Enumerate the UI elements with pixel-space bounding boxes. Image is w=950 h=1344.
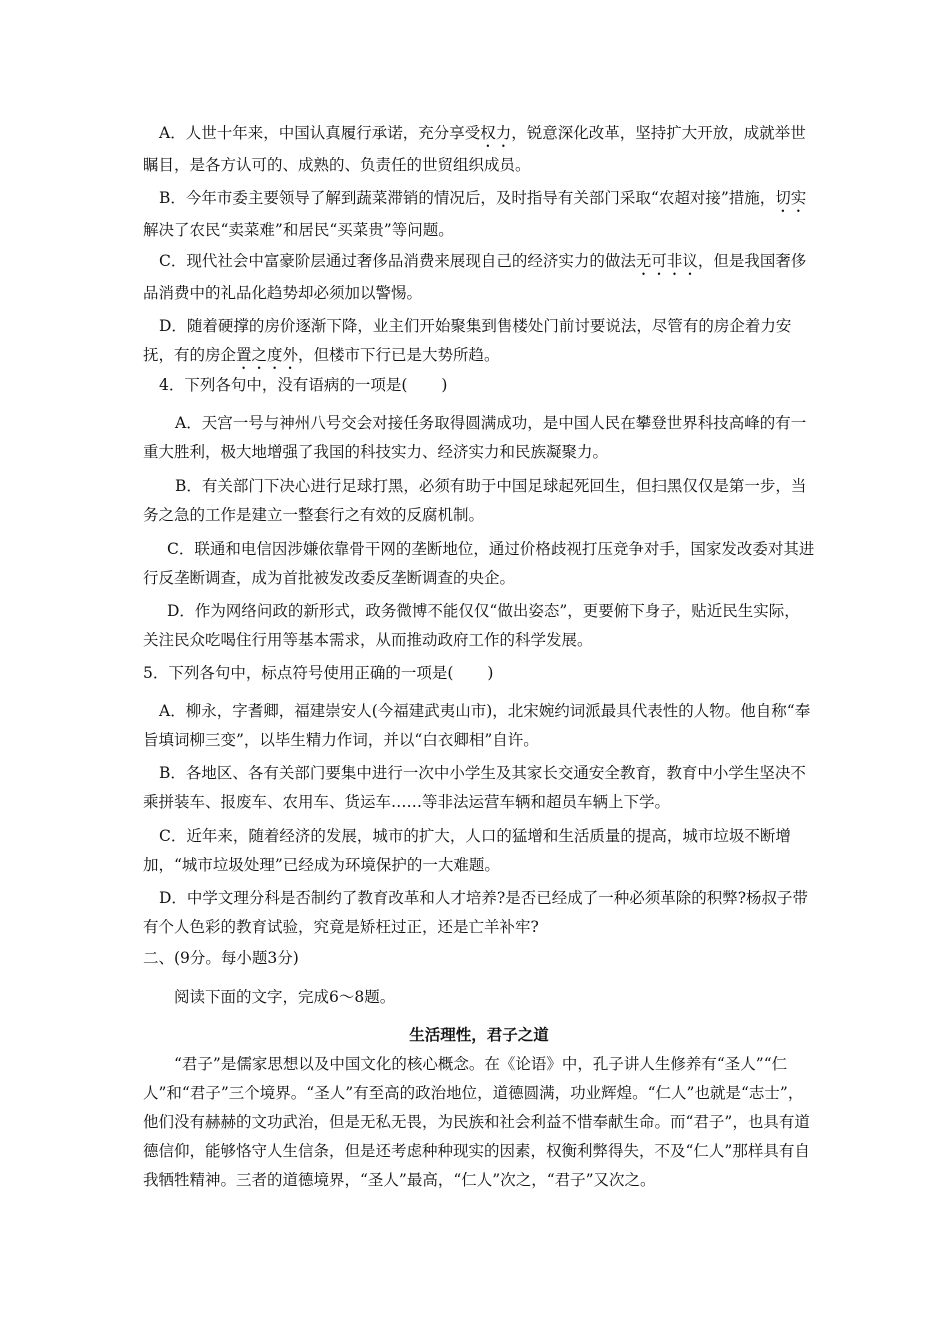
reading-instruction: 阅读下面的文字，完成6～8题。 (174, 988, 396, 1006)
passage-title: 生活理性，君子之道 (409, 1026, 549, 1044)
q3-option-b: B．今年市委主要领导了解到蔬菜滞销的情况后，及时指导有关部门采取“农超对接”措施，切实解决了农民“卖菜难”和居民“买菜贵”等问题。 (143, 189, 807, 239)
q5-option-c: C．近年来，随着经济的发展，城市的扩大，人口的猛增和生活质量的提高，城市垃圾不断增加，“城市垃圾处理”已经成为环境保护的一大难题。 (143, 827, 791, 874)
q4-option-b: B．有关部门下决心进行足球打黑，必须有助于中国足球起死回生，但扫黑仅仅是第一步，当务之急的工作是建立一整套行之有效的反腐机制。 (143, 477, 807, 524)
q5-option-d: D．中学文理分科是否制约了教育改革和人才培养?是否已经成了一种必须革除的积弊?杨叔子带有个人色彩的教育试验，究竟是矫枉过正，还是亡羊补牢? (143, 889, 809, 936)
q3-option-c-emphasis: 无可非议 (635, 252, 698, 270)
q4-option-d: D．作为网络问政的新形式，政务微博不能仅仅“做出姿态”，更要俯下身子，贴近民生实际，关注民众吃喝住行用等基本需求，从而推动政府工作的科学发展。 (143, 602, 800, 649)
q5-option-b: B．各地区、各有关部门要集中进行一次中小学生及其家长交通安全教育，教育中小学生坚决不乘拼装车、报废车、农用车、货运车……等非法运营车辆和超员车辆上下学。 (143, 764, 806, 811)
q4-option-a: A．天宫一号与神州八号交会对接任务取得圆满成功，是中国人民在攀登世界科技高峰的有一重大胜利，极大地增强了我国的科技实力、经济实力和民族凝聚力。 (143, 414, 807, 461)
q5-option-a: A．柳永，字耆卿，福建崇安人(今福建武夷山市)，北宋婉约词派最具代表性的人物。他自称“奉旨填词柳三变”，以毕生精力作词，并以“白衣卿相”自许。 (143, 702, 811, 749)
section-heading: 二、(9分。每小题3分) (143, 949, 299, 967)
q3-option-c: C．现代社会中富豪阶层通过奢侈品消费来展现自己的经济实力的做法无可非议，但是我国奢侈品消费中的礼品化趋势却必须加以警惕。 (143, 252, 807, 302)
q4-stem: 4．下列各句中，没有语病的一项是( ) (159, 376, 448, 394)
q4-option-c: C．联通和电信因涉嫌依靠骨干网的垄断地位，通过价格歧视打压竞争对手，国家发改委对其进行反垄断调查，成为首批被发改委反垄断调查的央企。 (143, 540, 815, 587)
q5-stem: 5．下列各句中，标点符号使用正确的一项是( ) (143, 664, 494, 682)
q3-option-a: A．人世十年来，中国认真履行承诺，充分享受权力，锐意深化改革，坚持扩大开放，成就举世瞩目，是各方认可的、成熟的、负责任的世贸组织成员。 (143, 124, 806, 174)
q3-option-d-emphasis: 置之度外 (236, 346, 299, 364)
q3-option-b-emphasis: 切实 (775, 189, 807, 207)
q3-option-d: D．随着硬撑的房价逐渐下降，业主们开始聚集到售楼处门前讨要说法，尽管有的房企着力安抚，有的房企置之度外，但楼市下行已是大势所趋。 (143, 317, 792, 364)
passage-body: “君子”是儒家思想以及中国文化的核心概念。在《论语》中，孔子讲人生修养有“圣人”“仁人”和“君子”三个境界。“圣人”有至高的政治地位，道德圆满，功业辉煌。“仁人”也就是“志士”，他们没有赫赫的文功武治，但是无私无畏，为民族和社会利益不惜奉献生命。而“君子”，也具有道德信仰，能够恪守人生信条，但是还考虑种种现实的因素，权衡利弊得失，不及“仁人”那样具有自我牺牲精神。三者的道德境界，“圣人”最高，“仁人”次之，“君子”又次之。 (143, 1055, 810, 1189)
q3-option-a-emphasis: 权力 (480, 124, 512, 142)
